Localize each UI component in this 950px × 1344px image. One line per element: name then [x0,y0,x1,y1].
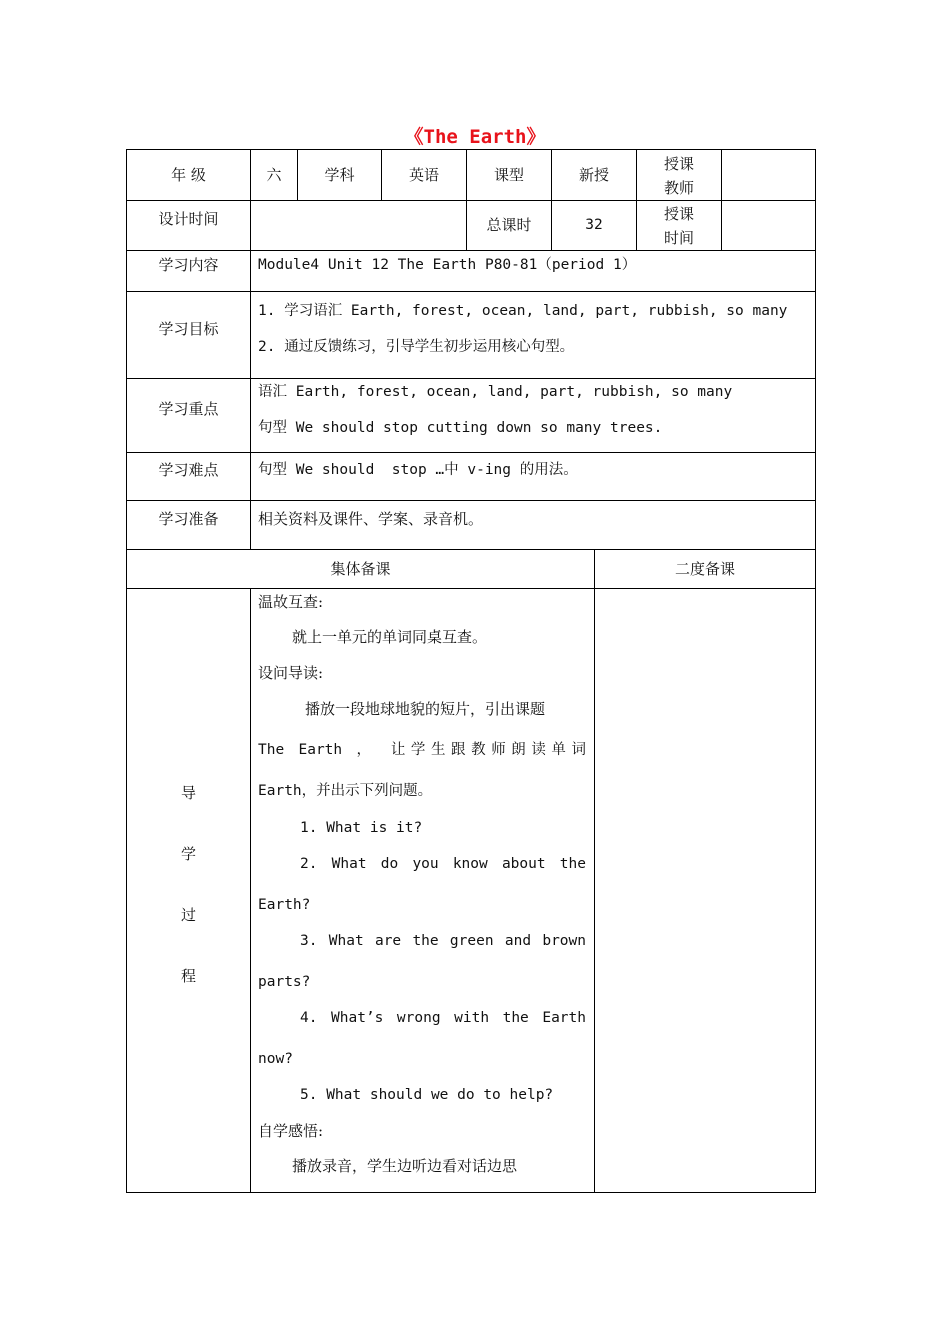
subject-label: 学科 [324,166,355,184]
collective-heading: 集体备课 [330,560,391,578]
guide-line-2: The Earth ， 让学生跟教师朗读单词 [258,742,586,758]
question-1: 1. What is it? [300,820,423,836]
review-heading: 温故互查: [258,593,324,611]
process-char-1: 导 [180,784,196,802]
question-3-line-2: parts? [258,974,311,990]
process-char-4: 程 [180,967,196,985]
grade-label: 年 级 [171,166,206,184]
lesson-type-label: 课型 [493,166,524,184]
subject-value: 英语 [408,166,439,184]
guide-line-3: Earth，并出示下列问题。 [258,783,433,799]
question-3-line-1: 3. What are the green and brown [300,933,586,949]
goal-item-2: 2. 通过反馈练习，引导学生初步运用核心句型。 [258,339,575,355]
question-2-line-1: 2. What do you know about the [300,856,586,872]
content-label: 学习内容 [158,256,219,274]
self-study-text: 播放录音，学生边听边看对话边思 [292,1157,518,1175]
process-char-3: 过 [180,906,196,924]
design-time-label: 设计时间 [158,210,219,228]
goal-item-1: 1. 学习语汇 Earth, forest, ocean, land, part, rubbish, so many [258,303,788,319]
focus-item-2: 句型 We should stop cutting down so many trees. [258,420,663,436]
class-time-label: 授课时间 [663,205,694,247]
lesson-type-value: 新授 [578,166,609,184]
question-4-line-1: 4. What’s wrong with the Earth [300,1010,586,1026]
cell-design-time-value [250,200,467,251]
prep-label: 学习准备 [158,510,219,528]
grade-value: 六 [266,166,282,184]
prep-value: 相关资料及课件、学案、录音机。 [258,510,484,528]
total-hours-value: 32 [585,217,603,233]
question-2-line-2: Earth? [258,897,311,913]
cell-teacher-value [721,149,816,201]
document-title: 《The Earth》 [404,126,546,148]
focus-item-1: 语汇 Earth, forest, ocean, land, part, rubbish, so many [258,384,733,400]
review-text: 就上一单元的单词同桌互查。 [292,628,488,646]
goals-label: 学习目标 [158,320,219,338]
self-study-heading: 自学感悟: [258,1122,324,1140]
teacher-label: 授课教师 [663,155,694,197]
focus-label: 学习重点 [158,400,219,418]
difficulty-label: 学习难点 [158,461,219,479]
cell-process-label [126,588,251,1193]
cell-process-second [594,588,816,1193]
cell-class-time-value [721,200,816,251]
difficulty-value: 句型 We should stop …中 v-ing 的用法。 [258,462,578,478]
question-5: 5. What should we do to help? [300,1087,554,1103]
guide-line-1: 播放一段地球地貌的短片，引出课题 [305,700,546,718]
second-heading: 二度备课 [674,560,735,578]
content-value: Module4 Unit 12 The Earth P80-81（period 1） [258,257,637,273]
question-4-line-2: now? [258,1051,293,1067]
process-char-2: 学 [180,845,196,863]
guide-heading: 设问导读: [258,664,324,682]
total-hours-label: 总课时 [486,216,532,234]
